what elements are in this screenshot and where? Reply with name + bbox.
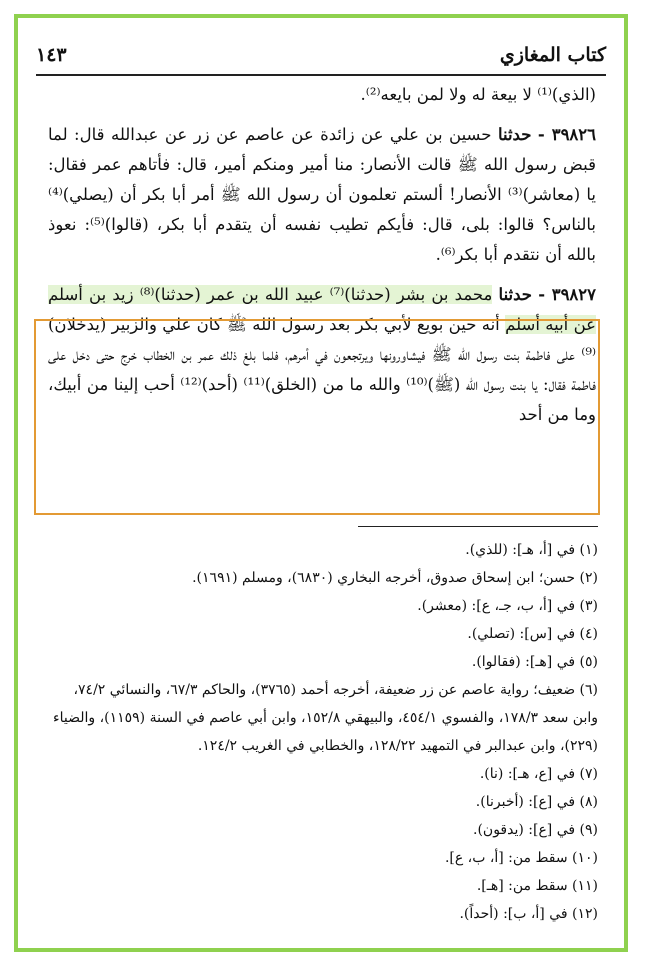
- highlight-box: [34, 319, 600, 515]
- footnote: (١) في [أ، هـ]: (للذي).: [465, 542, 598, 558]
- book-title: كتاب المغازي: [499, 44, 606, 66]
- haddathana-word: حدثنا: [497, 125, 532, 144]
- book-page: [18, 18, 624, 948]
- footnotes: [44, 536, 598, 928]
- footnote: (١١) سقط من: [هـ].: [476, 878, 598, 894]
- hadith-number: ٣٩٨٢٧ -: [538, 285, 597, 304]
- page-header: [36, 40, 606, 70]
- page-number: ١٤٣: [36, 44, 67, 66]
- footnote: (٦) ضعيف؛ رواية عاصم عن زر ضعيفة، أخرجه أحمد (٣٧٦٥)، والحاكم ٦٧/٣، والنسائي ٧٤/٢، وابن سعد ١٧٨/٣، والفسوي ٤٥٤/١، والبيهقي ١٥٢/٨، وابن أبي عاصم في السنة (١١٥٩)، والضياء (٢٢٩)، وابن عبدالبر في التمهيد ١٢٨/٢٢، والخطابي في الغريب ١٢٤/٢.: [53, 682, 598, 754]
- header-divider: [36, 74, 606, 76]
- footnote: (٨) في [ع]: (أخبرنا).: [475, 794, 598, 810]
- footnote: (٩) في [ع]: (يدقون).: [473, 822, 598, 838]
- footnote: (٢) حسن؛ ابن إسحاق صدوق، أخرجه البخاري (٦٨٣٠)، ومسلم (١٦٩١).: [192, 570, 598, 586]
- footnote: (٧) في [ع، هـ]: (نا).: [479, 766, 598, 782]
- hadith-text: أنه حين بويع لأبي بكر بعد رسول الله ﷺ كان علي والزبير (يدخلان)⁽⁹⁾ على فاطمة بنت رسول الله ﷺ فيشاورونها ويرتجعون في أمرهم، فلما بلغ ذلك عمر بن الخطاب خرج حتى دخل على فاطمة فقال: يا بنت رسول الله (ﷺ)⁽¹⁰⁾ والله ما من (الخلق)⁽¹¹⁾ (أحد)⁽¹²⁾ أحب إلينا من أبيك، وما من أحد: [48, 315, 596, 424]
- footnote: (١٠) سقط من: [أ، ب، ع].: [444, 850, 598, 866]
- intro-line: (الذي)⁽¹⁾ لا بيعة له ولا لمن بايعه⁽²⁾.: [360, 85, 596, 104]
- highlighted-chain: محمد بن بشر (حدثنا)⁽⁷⁾ عبيد الله بن عمر (حدثنا)⁽⁸⁾ زيد بن أسلم عن أبيه أسلم: [48, 285, 596, 334]
- haddathana-word: حدثنا: [498, 285, 533, 304]
- footnote: (٤) في [س]: (تصلي).: [467, 626, 598, 642]
- footnote: (١٢) في [أ، ب]: (أحداً).: [459, 906, 598, 922]
- hadith-number: ٣٩٨٢٦ -: [537, 125, 597, 144]
- hadith-text: حسين بن علي عن زائدة عن عاصم عن زر عن عبدالله قال: لما قبض رسول الله ﷺ قالت الأنصار: منا أمير ومنكم أمير، قال: فأتاهم عمر فقال: يا (معاشر)⁽³⁾ الأنصار! ألستم تعلمون أن رسول الله ﷺ أمر أبا بكر أن (يصلي)⁽⁴⁾ بالناس؟ قالوا: بلى، قال: فأيكم تطيب نفسه أن يتقدم أبا بكر، (قالوا)⁽⁵⁾: نعوذ بالله أن نتقدم أبا بكر⁽⁶⁾.: [48, 125, 597, 264]
- footnote: (٥) في [هـ]: (فقالوا).: [471, 654, 598, 670]
- footnote: (٣) في [أ، ب، جـ، ع]: (معشر).: [417, 598, 598, 614]
- footnote-divider: [358, 526, 598, 527]
- hadith-39826: [48, 120, 596, 270]
